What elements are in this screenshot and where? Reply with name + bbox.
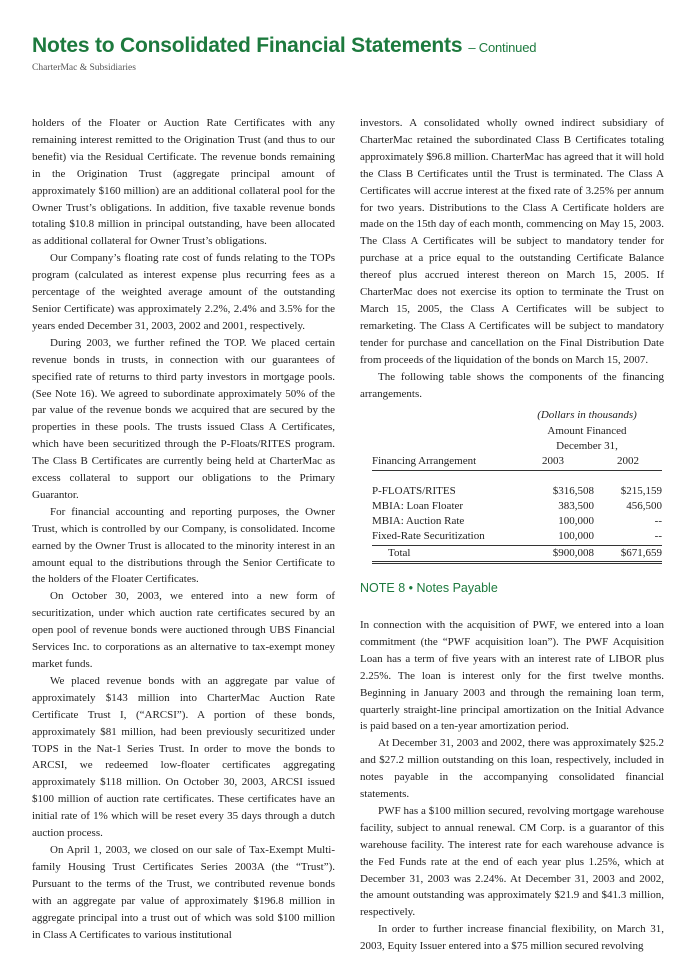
title-text: Notes to Consolidated Financial Statements [32,34,463,57]
cell-value: -- [594,529,662,545]
left-column [32,115,335,943]
cell-value: 456,500 [626,499,662,512]
table-date-label: December 31, [556,440,618,452]
row-label: P-FLOATS/RITES [372,484,456,497]
row-label: Fixed-Rate Securitization [372,529,512,545]
company-subtitle: CharterMac & Subsidiaries [32,63,136,73]
cell-value: $215,159 [620,484,662,497]
cell-value: $316,508 [552,484,594,497]
paragraph: On April 1, 2003, we closed on our sale of Tax-Exempt Multi-family Housing Trust Certificates Series 2003A (the “Trust”). Pursuant to the terms of the Trust, we contributed revenue bonds with an aggregate par value of approximately $196.8 million in aggregate principal into a trust out of which was sold $100 million in Class A Certificates to various institutional [32,843,335,941]
cell-value: 100,000 [558,515,594,528]
note-heading: NOTE 8 • Notes Payable [360,581,498,596]
table-row [372,514,662,529]
paragraph: During 2003, we further refined the TOP. We placed certain revenue bonds in trusts, in connection with our guarantees of specified rate of returns to third party investors in mortgage pools. (See Note 16). We agreed to subordinate approximately 50% of the par value of the revenue bonds we acquired that are secured by the properties in these pools. The trusts issued Class A Certificates, which have been securitized through the P-Floats/RITES program. The Class B Certificates are currently being held at CharterMac as excess collateral to support our obligations to the Primary Guarantor. [32,336,335,501]
title-continued: – Continued [468,40,537,55]
financing-table [372,408,662,564]
column-header: Financing Arrangement [372,454,512,470]
table-group-label: Amount Financed [547,424,627,437]
paragraph: For financial accounting and reporting purposes, the Owner Trust, which is controlled by our Company, is consolidated. Income earned by the Owner Trust is allocated to the minority interest in an amount equal to the distributions through the Senior Certificate to the holders of the Floater Certificates. [32,505,335,586]
paragraph: The following table shows the components of the financing arrangements. [360,370,664,400]
paragraph: We placed revenue bonds with an aggregate par value of approximately $143 million into CharterMac Auction Rate Certificate Trust I, (“ARCSI”). A portion of these bonds, approximately $81 million, had been previously securitized under TOPS in the Nat-1 Series Trust. In order to move the bonds to ARCSI, we redeemed low-floater certificates aggregating approximately $118 million. On October 30, 2003, ARCSI issued $100 million of auction rate certificates. These certificates have an initial rate of 1% which will be reset every 35 days through a dutch auction process. [32,674,335,840]
table-header-row [372,408,662,423]
paragraph: PWF has a $100 million secured, revolving mortgage warehouse facility, subject to annual renewal. CM Corp. is a guarantor of this warehouse facility. The interest rate for each warehouse advance is the Fed Funds rate at the end of each year plus 1.25%, which at December 31, 2003 was 2.24%. At December 31, 2003 and 2002, the amount outstanding was approximately $21.9 and $41.3 million, respectively. [360,804,664,919]
table-row [372,529,662,545]
table-row [372,499,662,514]
cell-value: 100,000 [512,529,594,545]
paragraph: On October 30, 2003, we entered into a new form of securitization, under which auction rate certificates secured by an open pool of revenue bonds were auctioned through UBS Financial Services Inc. to corporations as an alternative to tax-exempt money market funds. [32,590,335,670]
row-label: MBIA: Auction Rate [372,515,465,528]
table-row [372,484,662,499]
table-caption: (Dollars in thousands) [537,409,637,422]
table-header-row [372,439,662,454]
column-header: 2003 [512,454,594,470]
table-total-row [372,545,662,562]
total-value: $900,008 [512,545,594,562]
paragraph: At December 31, 2003 and 2002, there was approximately $25.2 and $27.2 million outstanding on this loan, respectively, included in notes payable in the accompanying consolidated financial statements. [360,737,664,801]
page-header [32,34,536,73]
table-header-row [372,454,662,470]
paragraph: investors. A consolidated wholly owned indirect subsidiary of CharterMac retained the subordinated Class B Certificates totaling approximately $96.8 million. CharterMac has agreed that it will hold the Class B Certificates until the Trust is terminated. The Class A Certificates will accrue interest at the fixed rate of 3.25% per annum for two years. Distributions to the Class A Certificate holders are made on the 15th day of each month, commencing on May 15, 2003. The Class A Certificates will be subject to mandatory tender for purchase at a price equal to the outstanding Certificate Balance thereof plus accrued interest thereon on March 15, 2005. If CharterMac does not exercise its option to terminate the Trust on March 15, 2005, the Class A Certificates will be subject to remarketing. The Class A Certificates will be subject to mandatory tender for purchase and cancellation on the Final Distribution Date from proceeds of the liquidation of the bonds on March 15, 2007. [360,117,664,366]
total-value: $671,659 [594,545,662,562]
total-label: Total [372,545,512,562]
paragraph: In order to further increase financial flexibility, on March 31, 2003, Equity Issuer entered into a $75 million secured revolving [360,923,664,953]
table-header-row [372,424,662,439]
right-column [360,115,664,955]
cell-value: 383,500 [558,499,594,512]
column-header: 2002 [594,454,662,470]
cell-value: -- [654,515,662,528]
row-label: MBIA: Loan Floater [372,499,464,512]
paragraph: Our Company’s floating rate cost of funds relating to the TOPs program (calculated as interest expense plus recurring fees as a percentage of the weighted average amount of the outstanding Senior Certificate) was approximately 2.2%, 2.4% and 3.5% for the years ended December 31, 2003, 2002 and 2001, respectively. [32,252,335,332]
paragraph: holders of the Floater or Auction Rate Certificates with any remaining interest remitted to the Origination Trust (and thus to our benefit) via the Residual Certificate. The revenue bonds remaining in the Origination Trust (aggregate principal amount of approximately $160 million) are an additional collateral pool for the Owner Trust’s obligations. In addition, five taxable revenue bonds totaling $10.8 million in principal outstanding, have been allocated as additional collateral for Owner Trust’s obligations. [32,117,335,248]
page-title [32,34,536,58]
paragraph: In connection with the acquisition of PWF, we entered into a loan commitment (the “PWF acquisition loan”). The PWF Acquisition Loan has a term of five years with an interest rate of LIBOR plus 2.25%. The loan is interest only for the first twelve months. Beginning in January 2003 and through the remaining loan term, quarterly straight-line principal amortization on the Initial Advance is paid based on a ten-year amortization period. [360,618,664,733]
